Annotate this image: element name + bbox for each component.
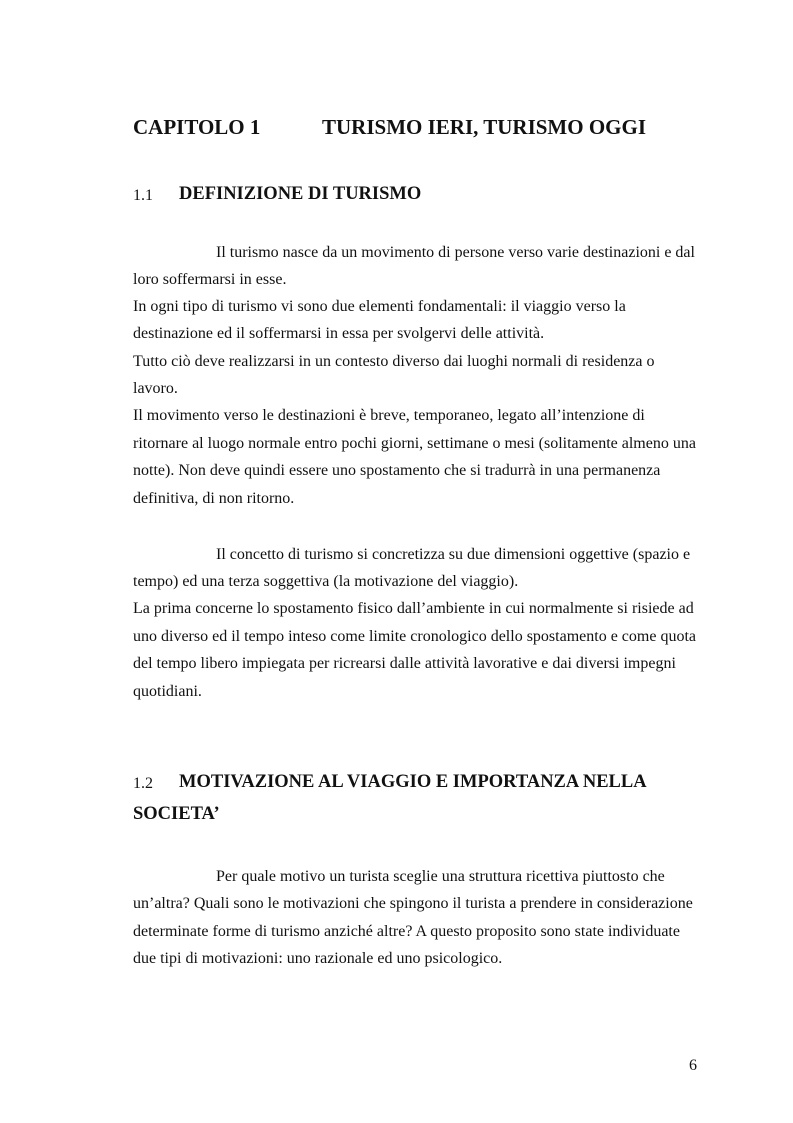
section-number: 1.2	[133, 775, 153, 792]
text-line: destinazione ed il soffermarsi in essa per svolgervi delle attività.	[133, 325, 545, 342]
text-line: Il turismo nasce da un movimento di persone verso varie destinazioni e dal	[216, 244, 695, 261]
text-line: In ogni tipo di turismo vi sono due elementi fondamentali: il viaggio verso la	[133, 298, 626, 315]
text-line: Il movimento verso le destinazioni è breve, temporaneo, legato all’intenzione di	[133, 407, 645, 424]
text-line: definitiva, di non ritorno.	[133, 490, 295, 507]
text-line: quotidiani.	[133, 683, 202, 700]
text-line: del tempo libero impiegata per ricrearsi dalle attività lavorative e dai diversi impegni	[133, 655, 676, 672]
text-line: loro soffermarsi in esse.	[133, 271, 287, 288]
section-title: DEFINIZIONE DI TURISMO	[179, 184, 422, 204]
text-line: Tutto ciò deve realizzarsi in un contesto diverso dai luoghi normali di residenza o	[133, 353, 655, 370]
text-line: lavoro.	[133, 380, 178, 397]
text-line: tempo) ed una terza soggettiva (la motivazione del viaggio).	[133, 573, 519, 590]
text-line: due tipi di motivazioni: uno razionale ed uno psicologico.	[133, 950, 503, 967]
section-number: 1.1	[133, 187, 153, 204]
chapter-title: TURISMO IERI, TURISMO OGGI	[322, 115, 647, 139]
text-line: La prima concerne lo spostamento fisico dall’ambiente in cui normalmente si risiede ad	[133, 600, 694, 617]
text-line: Per quale motivo un turista sceglie una struttura ricettiva piuttosto che	[216, 868, 665, 885]
text-line: notte). Non deve quindi essere uno spostamento che si tradurrà in una permanenza	[133, 462, 661, 479]
page-number: 6	[689, 1057, 697, 1074]
section-title: MOTIVAZIONE AL VIAGGIO E IMPORTANZA NELLA	[179, 772, 647, 792]
chapter-label: CAPITOLO 1	[133, 115, 261, 139]
text-line: uno diverso ed il tempo inteso come limite cronologico dello spostamento e come quota	[133, 628, 696, 645]
section-title-continued: SOCIETA’	[133, 804, 220, 824]
text-line: un’altra? Quali sono le motivazioni che spingono il turista a prendere in considerazione	[133, 895, 693, 912]
chapter-heading	[133, 113, 647, 141]
text-line: Il concetto di turismo si concretizza su due dimensioni oggettive (spazio e	[216, 546, 691, 563]
text-line: determinate forme di turismo anziché altre? A questo proposito sono state individuate	[133, 923, 680, 940]
text-line: ritornare al luogo normale entro pochi giorni, settimane o mesi (solitamente almeno una	[133, 435, 696, 452]
